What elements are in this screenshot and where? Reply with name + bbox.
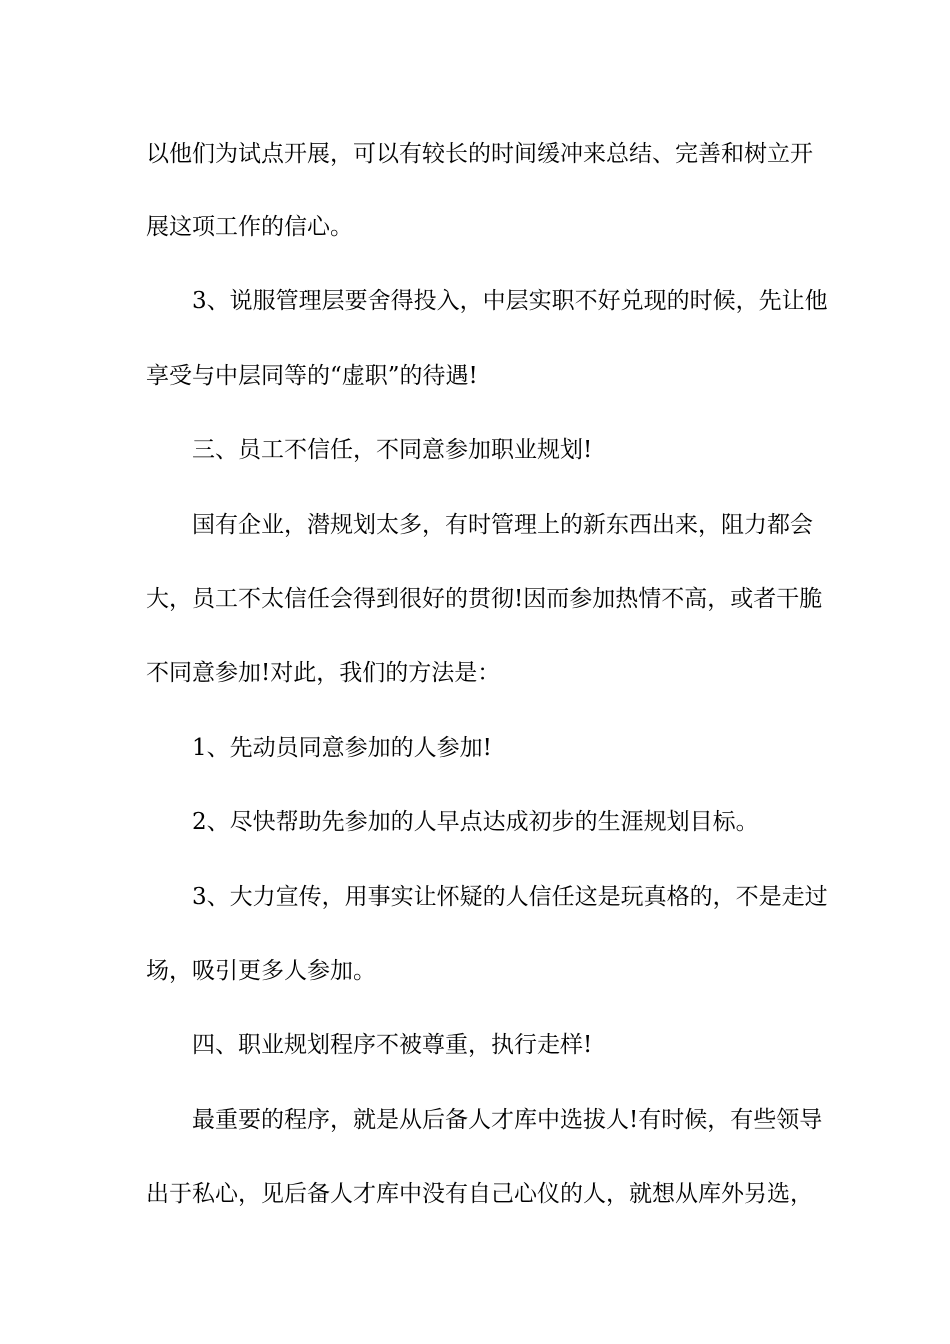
text-line-3: 3、说服管理层要舍得投入，中层实职不好兑现的时候，先让他 [192, 288, 828, 314]
list-item-3: 3、大力宣传，用事实让怀疑的人信任这是玩真格的，不是走过 [192, 884, 828, 910]
list-item-1: 1、先动员同意参加的人参加! [192, 735, 492, 761]
section-heading-3: 三、员工不信任，不同意参加职业规划! [192, 437, 593, 463]
text-line-1: 以他们为试点开展，可以有较长的时间缓冲来总结、完善和树立开 [146, 141, 813, 167]
text-line-4: 享受与中层同等的“虚职”的待遇! [146, 363, 478, 389]
text-line-14: 最重要的程序，就是从后备人才库中选拔人!有时候，有些领导 [192, 1107, 823, 1133]
text-line-7: 大，员工不太信任会得到很好的贯彻!因而参加热情不高，或者干脆 [146, 586, 823, 612]
text-line-6: 国有企业，潜规划太多，有时管理上的新东西出来，阻力都会 [192, 512, 813, 538]
text-line-2: 展这项工作的信心。 [146, 214, 353, 240]
list-item-2: 2、尽快帮助先参加的人早点达成初步的生涯规划目标。 [192, 809, 759, 835]
text-line-15: 出于私心，见后备人才库中没有自己心仪的人，就想从库外另选， [146, 1181, 813, 1207]
text-line-8: 不同意参加!对此，我们的方法是： [146, 660, 501, 686]
text-line-12: 场，吸引更多人参加。 [146, 958, 376, 984]
section-heading-4: 四、职业规划程序不被尊重，执行走样! [192, 1032, 593, 1058]
